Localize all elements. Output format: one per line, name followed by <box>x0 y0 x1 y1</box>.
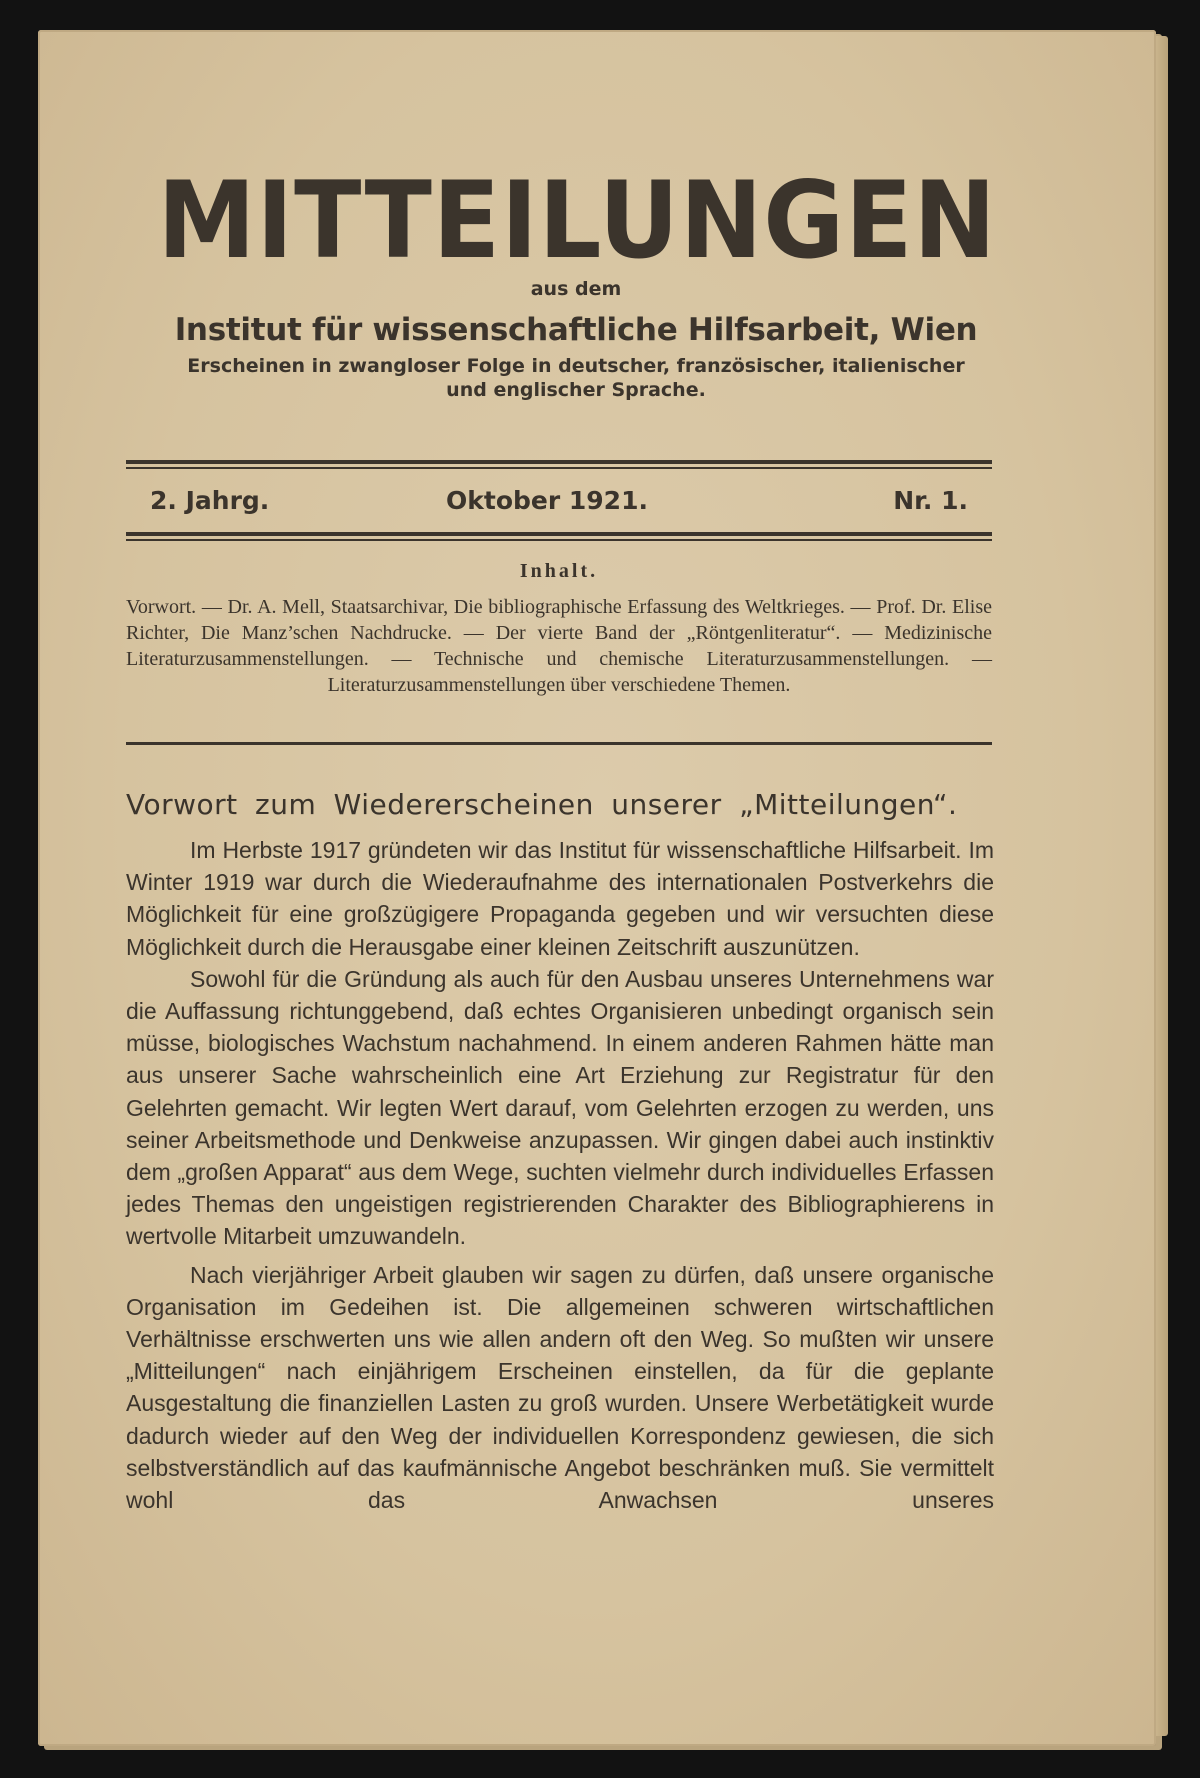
article-body <box>126 834 994 1516</box>
contents-rule <box>126 742 992 745</box>
publication-note-line-1: Erscheinen in zwangloser Folge in deutscher, französischer, italienischer <box>187 355 965 377</box>
article-title: Vorwort zum Wiedererscheinen unserer „Mitteilungen“. <box>126 788 958 821</box>
issue-year: 2. Jahrg. <box>150 486 270 515</box>
contents-text: Vorwort. — Dr. A. Mell, Staatsarchivar, Die bibliographische Erfassung des Weltkrieges. — Prof. Dr. Elise Richter, Die Manz’schen Nachdrucke. — Der vierte Band der „Röntgenliteratur“. — Medizinische Literaturzusammenstellungen. — Technische und chemische Literaturzusammenstellungen. — Literaturzusammenstellungen über verschiedene Themen. <box>126 596 992 696</box>
header-rule-top <box>126 460 992 464</box>
header-rule-top-thin <box>126 467 992 469</box>
publication-note <box>126 354 1026 402</box>
article-paragraph-1: Im Herbste 1917 gründeten wir das Institut für wissenschaftliche Hilfsarbeit. Im Winter 1919 war durch die Wiederaufnahme des internationalen Postverkehrs die Möglichkeit für eine großzügigere Propaganda gegeben und wir versuchten diese Möglichkeit durch die Herausgabe einer kleinen Zeitschrift auszunützen. <box>126 837 994 960</box>
masthead-subtitle: aus dem <box>530 278 622 300</box>
header-rule-bottom-thin <box>126 539 992 541</box>
institute-name: Institut für wissenschaftliche Hilfsarbeit, Wien <box>174 312 978 348</box>
masthead-title: MITTEILUNGEN <box>157 159 997 282</box>
document-page <box>38 30 1156 1746</box>
issue-date: Oktober 1921. <box>446 486 648 515</box>
contents-heading: Inhalt. <box>519 560 599 582</box>
header-rule-bottom <box>126 532 992 536</box>
article-paragraph-3: Nach vierjähriger Arbeit glauben wir sagen zu dürfen, daß unsere organische Organisation im Gedeihen ist. Die allgemeinen schweren wirtschaftlichen Verhältnisse erschwerten uns wie allen andern oft den Weg. So mußten wir unsere „Mitteilungen“ nach einjährigem Erscheinen einstellen, da für die geplante Ausgestaltung die finanziellen Lasten zu groß wurden. Unsere Werbetätigkeit wurde dadurch wieder auf den Weg der individuellen Korrespondenz gewiesen, die sich selbstverständlich auf das kaufmännische Angebot beschränken muß. Sie vermittelt wohl das Anwachsen unseres <box>126 1261 994 1514</box>
issue-number: Nr. 1. <box>893 486 968 515</box>
publication-note-line-2: und englischer Sprache. <box>446 379 706 401</box>
page-edge <box>1156 36 1168 1736</box>
article-paragraph-2: Sowohl für die Gründung als auch für den Ausbau unseres Unternehmens war die Auffassung richtunggebend, daß echtes Organisieren unbedingt organisch sein müsse, biologisches Wachstum nachahmend. In einem anderen Rahmen hätte man aus unserer Sache wahrscheinlich eine Art Erziehung zur Registratur für den Gelehrten gemacht. Wir legten Wert darauf, vom Gelehrten erzogen zu werden, uns seiner Arbeitsmethode und Denkweise anzupassen. Wir gingen dabei auch instinktiv dem „großen Apparat“ aus dem Wege, suchten vielmehr durch individuelles Erfassen jedes Themas den ungeistigen registrierenden Charakter des Bibliographierens in wertvolle Mitarbeit umzuwandeln. <box>126 965 994 1250</box>
